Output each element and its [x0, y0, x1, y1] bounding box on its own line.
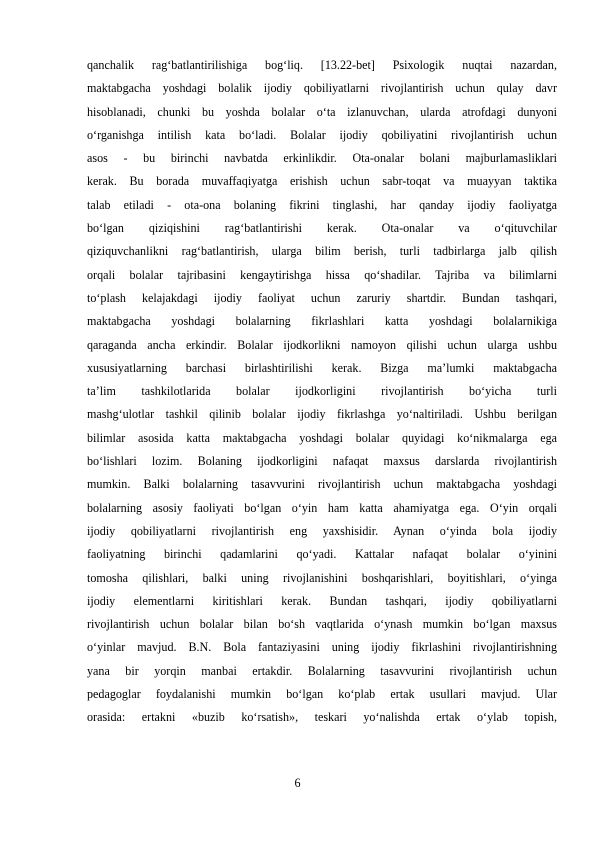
text-line: tomosha qilishlari, balki uning rivojlanishini boshqarishlari, boyitishlari, o‘yinga [87, 570, 557, 585]
text-line: faoliyatning birinchi qadamlarini qo‘yadi. Kattalar nafaqat bolalar o‘yinini [87, 547, 557, 562]
text-line: maktabgacha yoshdagi bolalarning fikrlashlari katta yoshdagi bolalarnikiga [87, 314, 557, 329]
text-line: to‘plash kelajakdagi ijodiy faoliyat uchun zaruriy shartdir. Bundan tashqari, [87, 290, 557, 305]
text-line: qaraganda ancha erkindir. Bolalar ijodkorlikni namoyon qilishi uchun ularga ushbu [87, 337, 557, 352]
text-line: mumkin. Balki bolalarning tasavvurini rivojlantirish uchun maktabgacha yoshdagi [87, 477, 557, 492]
text-line: yana bir yorqin manbai ertakdir. Bolalarning tasavvurini rivojlantirish uchun [87, 663, 557, 678]
text-line: maktabgacha yoshdagi bolalik ijodiy qobiliyatlarni rivojlantirish uchun qulay davr [87, 81, 557, 96]
text-line: o‘rganishga intilish kata bo‘ladi. Bolalar ijodiy qobiliyatini rivojlantirish uchun [87, 127, 557, 142]
text-line: rivojlantirish uchun bolalar bilan bo‘sh vaqtlarida o‘ynash mumkin bo‘lgan maxsus [87, 617, 557, 632]
text-line: orasida: ertakni «buzib ko‘rsatish», teskari yo‘nalishda ertak o‘ylab topish, [87, 710, 557, 725]
text-line: ijodiy qobiliyatlarni rivojlantirish eng yaxshisidir. Aynan o‘yinda bola ijodiy [87, 523, 557, 538]
text-line: qiziquvchanlikni rag‘batlantirish, ularga bilim berish, turli tadbirlarga jalb qilish [87, 244, 557, 259]
text-line: mashg‘ulotlar tashkil qilinib bolalar ijodiy fikrlashga yo‘naltiriladi. Ushbu berilgan [87, 407, 557, 422]
text-line: orqali bolalar tajribasini kengaytirishga hissa qo‘shadilar. Tajriba va bilimlarni [87, 267, 557, 282]
text-line: hisoblanadi, chunki bu yoshda bolalar o‘ta izlanuvchan, ularda atrofdagi dunyoni [87, 104, 557, 119]
text-line: bo‘lgan qiziqishini rag‘batlantirishi kerak. Ota-onalar va o‘qituvchilar [87, 221, 557, 236]
text-line: o‘yinlar mavjud. B.N. Bola fantaziyasini uning ijodiy fikrlashini rivojlantirishning [87, 640, 557, 655]
page-number: 6 [294, 776, 301, 790]
text-line: asos - bu birinchi navbatda erkinlikdir. Ota-onalar bolani majburlamasliklari [87, 151, 557, 166]
text-line: bilimlar asosida katta maktabgacha yoshdagi bolalar quyidagi ko‘nikmalarga ega [87, 430, 557, 445]
text-line: qanchalik rag‘batlantirilishiga bog‘liq. [13.22-bet] Psixologik nuqtai nazardan, [87, 58, 557, 72]
text-line: ijodiy elementlarni kiritishlari kerak. Bundan tashqari, ijodiy qobiliyatlarni [87, 593, 557, 608]
text-line: talab etiladi - ota-ona bolaning fikrini tinglashi, har qanday ijodiy faoliyatga [87, 197, 557, 212]
text-line: pedagoglar foydalanishi mumkin bo‘lgan ko‘plab ertak usullari mavjud. Ular [87, 687, 557, 702]
text-line: bo‘lishlari lozim. Bolaning ijodkorligini nafaqat maxsus darslarda rivojlantirish [87, 454, 557, 469]
text-line: ta’lim tashkilotlarida bolalar ijodkorligini rivojlantirish bo‘yicha turli [87, 384, 557, 399]
text-line: kerak. Bu borada muvaffaqiyatga erishish uchun sabr-toqat va muayyan taktika [87, 174, 557, 189]
text-line: bolalarning asosiy faoliyati bo‘lgan o‘yin ham katta ahamiyatga ega. O‘yin orqali [87, 500, 557, 515]
body-paragraph [87, 54, 557, 730]
text-line: xususiyatlarning barchasi birlashtirilishi kerak. Bizga ma’lumki maktabgacha [87, 360, 557, 375]
